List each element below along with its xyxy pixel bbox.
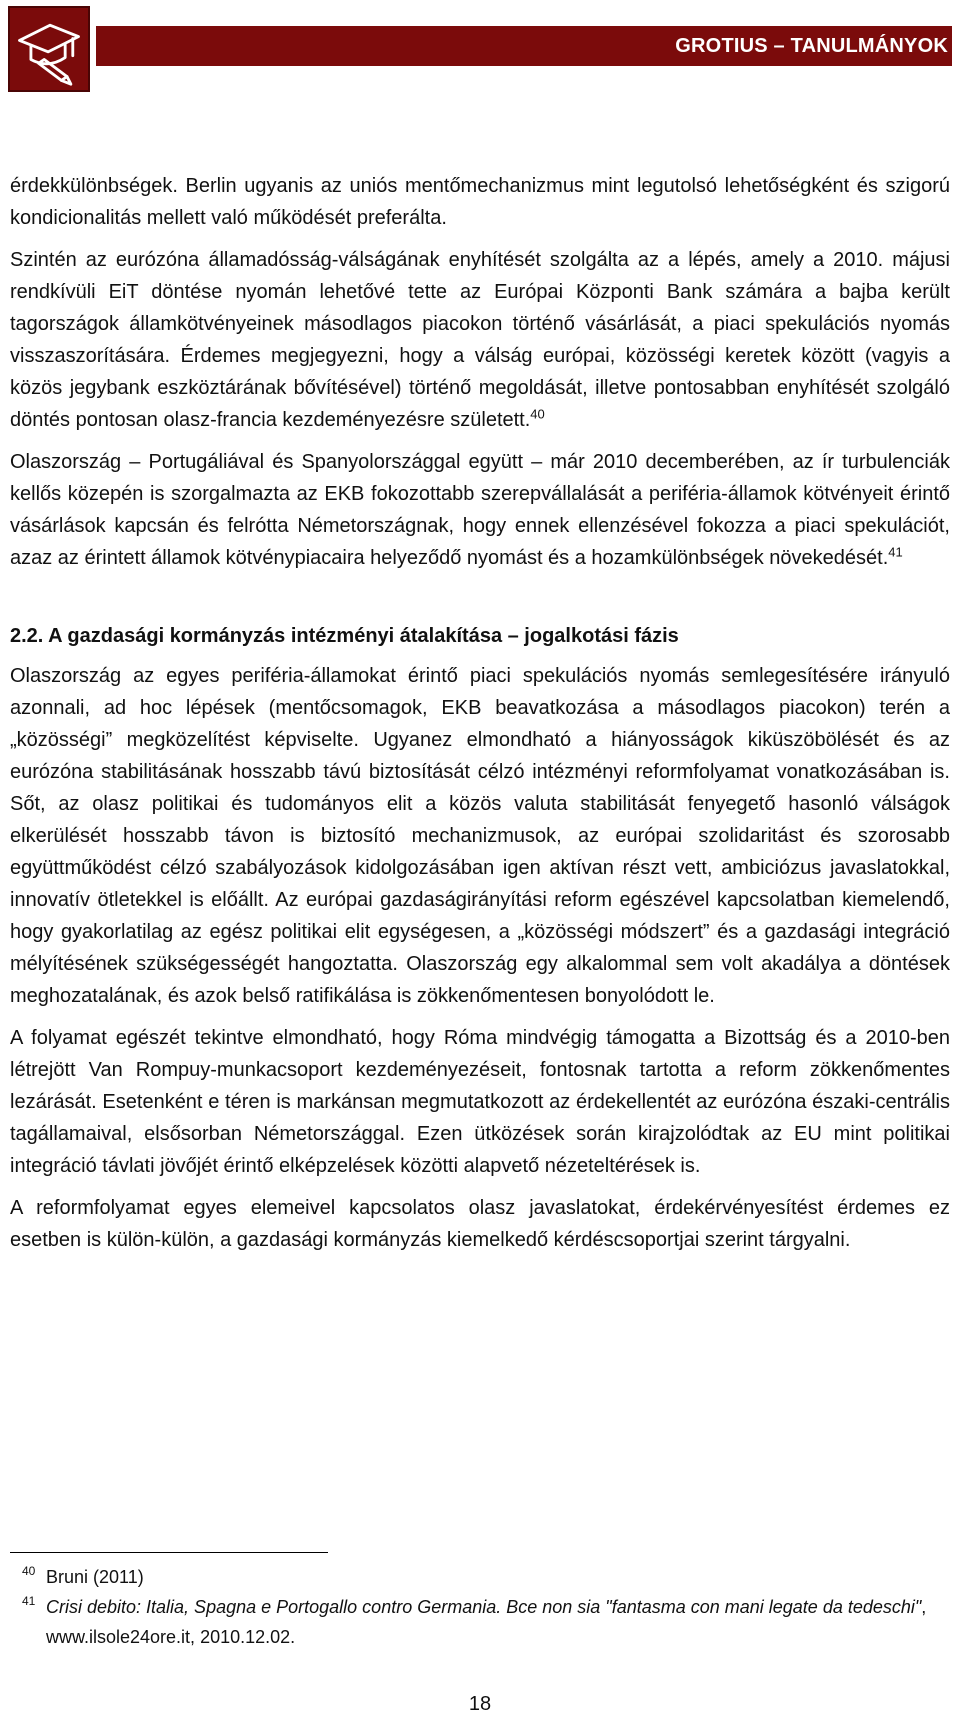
footnote-divider	[10, 1552, 328, 1553]
footnote-41	[22, 1592, 950, 1652]
paragraph-5	[10, 1022, 950, 1182]
graduation-cap-pen-icon	[10, 8, 88, 90]
logo	[8, 6, 90, 92]
footnote-text: , www.ilsole24ore.it, 2010.12.02.	[46, 1597, 927, 1647]
paragraph-1-text: érdekkülönbségek. Berlin ugyanis az uniós mentőmechanizmus mint legutolsó lehetőségként és szigorú kondicionalitás mellett való működését preferálta.	[10, 175, 950, 229]
paragraph-2-text: Szintén az eurózóna államadósság-válságának enyhítését szolgálta az a lépés, amely a 2010. májusi rendkívüli EiT döntése nyomán lehetővé tette az Európai Központi Bank számára a bajba került tagországok államkötvényeinek másodlagos piacokon történő vásárlását, a piaci spekulációs nyomás visszaszorítására. Érdemes megjegyezni, hogy a válság európai, közösségi keretek között (vagyis a közös jegybank eszköztárának bővítésével) történő megoldását, illetve pontosabban enyhítését szolgáló döntés pontosan olasz-francia kezdeményezésre született.	[10, 249, 950, 431]
paragraph-5-text: A folyamat egészét tekintve elmondható, hogy Róma mindvégig támogatta a Bizottság és a 2010-ben létrejött Van Rompuy-munkacsoport kezdeményezéseit, fontosnak tartotta a reform zökkenőmentes lezárását. Esetenként e téren is markánsan megmutatkozott az érdekellentét az eurózóna északi-centrális tagállamaival, elsősorban Németországgal. Ezen ütközések során kirajzolódtak az EU mint politikai integráció távlati jövőjét érintő elképzelések közötti alapvető nézeteltérések is.	[10, 1027, 950, 1177]
footnote-ref-40[interactable]: 40	[530, 406, 545, 422]
footnote-number: 41	[22, 1594, 36, 1608]
footnote-ref-41[interactable]: 41	[888, 544, 903, 560]
document-body	[10, 170, 950, 1266]
paragraph-2	[10, 244, 950, 436]
footnote-text: Bruni (2011)	[46, 1567, 144, 1587]
footnote-number: 40	[22, 1564, 36, 1578]
paragraph-6	[10, 1192, 950, 1256]
header-title: GROTIUS – TANULMÁNYOK	[675, 35, 948, 57]
section-heading: 2.2. A gazdasági kormányzás intézményi átalakítása – jogalkotási fázis	[10, 625, 679, 647]
paragraph-4	[10, 660, 950, 1012]
paragraph-1	[10, 170, 950, 234]
footnote-italic-title: Crisi debito: Italia, Spagna e Portogallo contro Germania. Bce non sia "fantasma con mani legate da tedeschi"	[46, 1597, 922, 1617]
page-header	[8, 6, 952, 92]
paragraph-3	[10, 446, 950, 574]
footnote-40	[22, 1562, 950, 1592]
paragraph-4-text: Olaszország az egyes periféria-államokat érintő piaci spekulációs nyomás semlegesítésére irányuló azonnali, ad hoc lépések (mentőcsomagok, EKB beavatkozása a másodlagos piacokon) terén a „közösségi” megközelítést képviselte. Ugyanez elmondható a hiányosságok kiküszöbölését és az eurózóna stabilitásának hosszabb távú biztosítását célzó intézményi reformfolyamat vonatkozásában is. Sőt, az olasz politikai és tudományos elit a közös valuta stabilitását fenyegető hasonló válságok elkerülését hosszabb távon is biztosító mechanizmusok, az európai szolidaritást és szorosabb együttműködést célzó szabályozások kidolgozásában igen aktívan részt vett, ambiciózus javaslatokkal, innovatív ötletekkel is előállt. Az európai gazdaságirányítási reform egészével kapcsolatban kiemelendő, hogy gyakorlatilag az egész politikai elit egységesen, a „közösségi módszert” és a gazdasági integráció mélyítésének szükségességét hangoztatta. Olaszország egy alkalommal sem volt akadálya a döntések meghozatalának, és azok belső ratifikálása is zökkenőmentesen bonyolódott le.	[10, 665, 950, 1007]
paragraph-3-text: Olaszország – Portugáliával és Spanyolországgal együtt – már 2010 decemberében, az ír turbulenciák kellős közepén is szorgalmazta az EKB fokozottabb szerepvállalását a periféria-államok kötvényeit érintő vásárlások kapcsán és felrótta Németországnak, hogy ennek ellenzésével fokozza a piaci spekulációt, azaz az érintett államok kötvénypiacaira helyeződő nyomást és a hozamkülönbségek növekedését.	[10, 451, 950, 569]
header-bar	[96, 26, 952, 66]
paragraph-6-text: A reformfolyamat egyes elemeivel kapcsolatos olasz javaslatokat, érdekérvényesítést érdemes ez esetben is külön-külön, a gazdasági kormányzás kiemelkedő kérdéscsoportjai szerint tárgyalni.	[10, 1197, 950, 1251]
footnotes	[22, 1562, 950, 1652]
page-number: 18	[468, 1693, 492, 1715]
